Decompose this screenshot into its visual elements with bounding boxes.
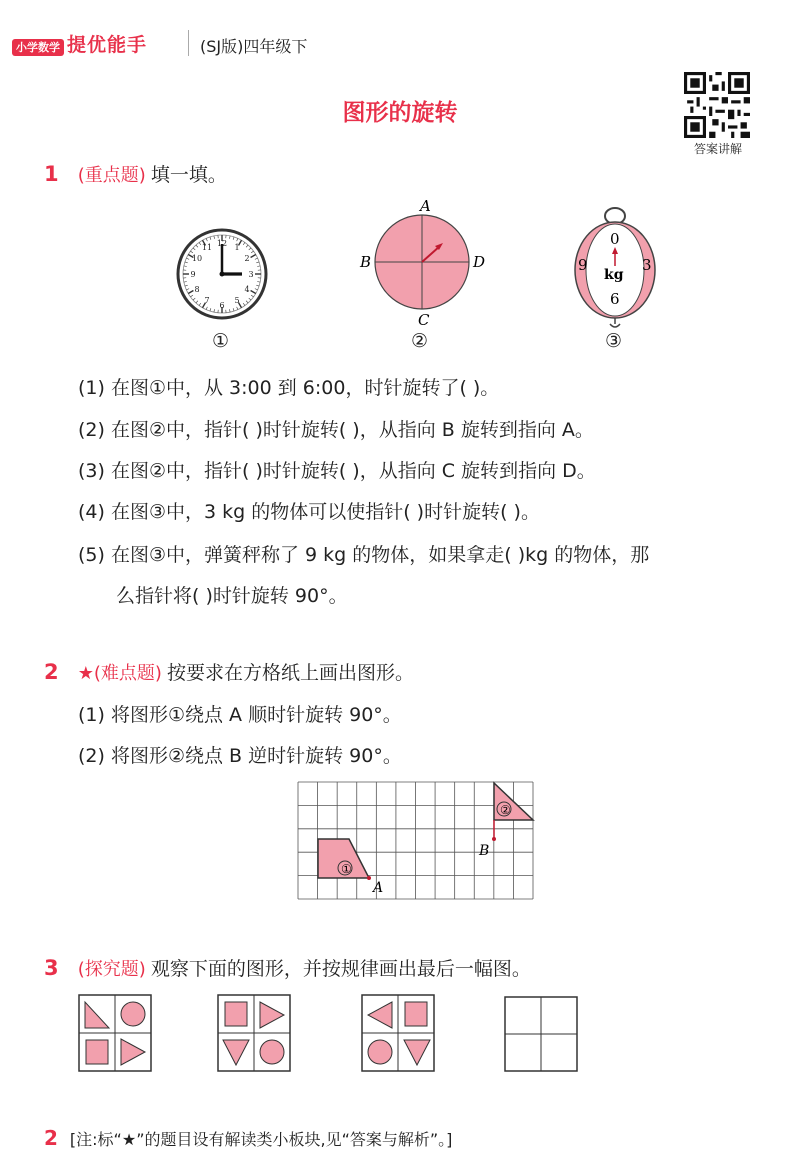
- label-A: A: [420, 197, 431, 215]
- svg-text:4: 4: [244, 285, 250, 294]
- q1-heading: [44, 160, 227, 187]
- q1-line-6: 么指针将( )时针旋转 90°。: [116, 585, 348, 607]
- q2-line-1: (1) 将图形①绕点 A 顺时针旋转 90°。: [78, 704, 402, 726]
- page-title: 图形的旋转: [342, 100, 458, 126]
- label-D: D: [473, 253, 486, 271]
- scale-bottom: 6: [610, 290, 620, 308]
- svg-text:11: 11: [201, 243, 213, 252]
- compass-disc-figure: [352, 196, 492, 328]
- scale-right: 3: [642, 256, 652, 274]
- edition-label: (SJ版)四年级下: [200, 37, 308, 56]
- svg-text:10: 10: [191, 254, 203, 263]
- circle-shape: [121, 1002, 145, 1026]
- footer: [44, 1126, 452, 1150]
- shape2-label: ②: [500, 803, 511, 817]
- brand-big: 提优能手: [67, 34, 148, 56]
- square-shape: [405, 1002, 427, 1026]
- pattern-4-blank[interactable]: [504, 996, 578, 1072]
- scale-left: 9: [578, 256, 588, 274]
- shape1-label: ①: [341, 862, 352, 876]
- q1-text: 填一填。: [150, 164, 227, 186]
- q2-line-2: (2) 将图形②绕点 B 逆时针旋转 90°。: [78, 745, 402, 767]
- svg-text:12: 12: [216, 239, 228, 248]
- pattern-2: [217, 994, 291, 1072]
- svg-text:2: 2: [244, 254, 250, 263]
- fig3-label: ③: [605, 330, 623, 352]
- point-A-label: A: [373, 880, 384, 896]
- svg-text:5: 5: [234, 296, 240, 305]
- qr-caption: 答案讲解: [693, 142, 742, 156]
- square-shape: [86, 1040, 108, 1064]
- point-B-label: B: [479, 843, 490, 859]
- q1-line-3: (3) 在图②中，指针( )时针旋转( )，从指向 C 旋转到指向 D。: [78, 460, 596, 482]
- q1-line-2: (2) 在图②中，指针( )时针旋转( )，从指向 B 旋转到指向 A。: [78, 419, 594, 441]
- pattern-1: [78, 994, 152, 1072]
- q3-text: 观察下面的图形，并按规律画出最后一幅图。: [150, 958, 531, 980]
- footer-note: [注:标“★”的题目设有解读类小板块,见“答案与解析”。]: [69, 1130, 453, 1149]
- fig1-label: ①: [212, 330, 230, 352]
- qr-code-icon[interactable]: [684, 72, 750, 138]
- q1-tag: (重点题): [77, 165, 146, 186]
- q1-line-1: (1) 在图①中，从 3:00 到 6:00，时针旋转了( )。: [78, 377, 500, 399]
- grid-paper[interactable]: [290, 778, 540, 904]
- circle-shape: [260, 1040, 284, 1064]
- page-number: 2: [44, 1126, 58, 1150]
- q2-tag: ★(难点题): [77, 663, 162, 684]
- brand-logo: [12, 30, 147, 57]
- svg-text:1: 1: [234, 243, 240, 252]
- fig2-label: ②: [411, 330, 429, 352]
- q3-heading: [44, 954, 531, 981]
- q1-line-4: (4) 在图③中，3 kg 的物体可以使指针( )时针旋转( )。: [78, 501, 540, 523]
- brand-small: 小学数学: [12, 39, 64, 56]
- svg-text:9: 9: [190, 270, 196, 279]
- svg-text:8: 8: [194, 285, 200, 294]
- scale-unit: kg: [604, 267, 624, 283]
- q2-heading: [44, 658, 414, 685]
- svg-text:3: 3: [248, 270, 254, 279]
- square-shape: [225, 1002, 247, 1026]
- q3-number: 3: [44, 956, 59, 980]
- pattern-3: [361, 994, 435, 1072]
- svg-text:7: 7: [204, 296, 210, 305]
- q2-text: 按要求在方格纸上画出图形。: [167, 662, 415, 684]
- label-B: B: [360, 253, 372, 271]
- q1-line-5: (5) 在图③中，弹簧秤称了 9 kg 的物体，如果拿走( )kg 的物体，那: [78, 544, 650, 566]
- spring-scale-figure: [570, 200, 660, 328]
- header-divider: [188, 30, 189, 56]
- clock-figure: [174, 226, 270, 326]
- q1-number: 1: [44, 162, 59, 186]
- q2-number: 2: [44, 660, 59, 684]
- circle-shape: [368, 1040, 392, 1064]
- label-C: C: [418, 311, 430, 328]
- q3-tag: (探究题): [77, 959, 146, 980]
- scale-top: 0: [610, 230, 620, 248]
- svg-text:6: 6: [219, 301, 225, 310]
